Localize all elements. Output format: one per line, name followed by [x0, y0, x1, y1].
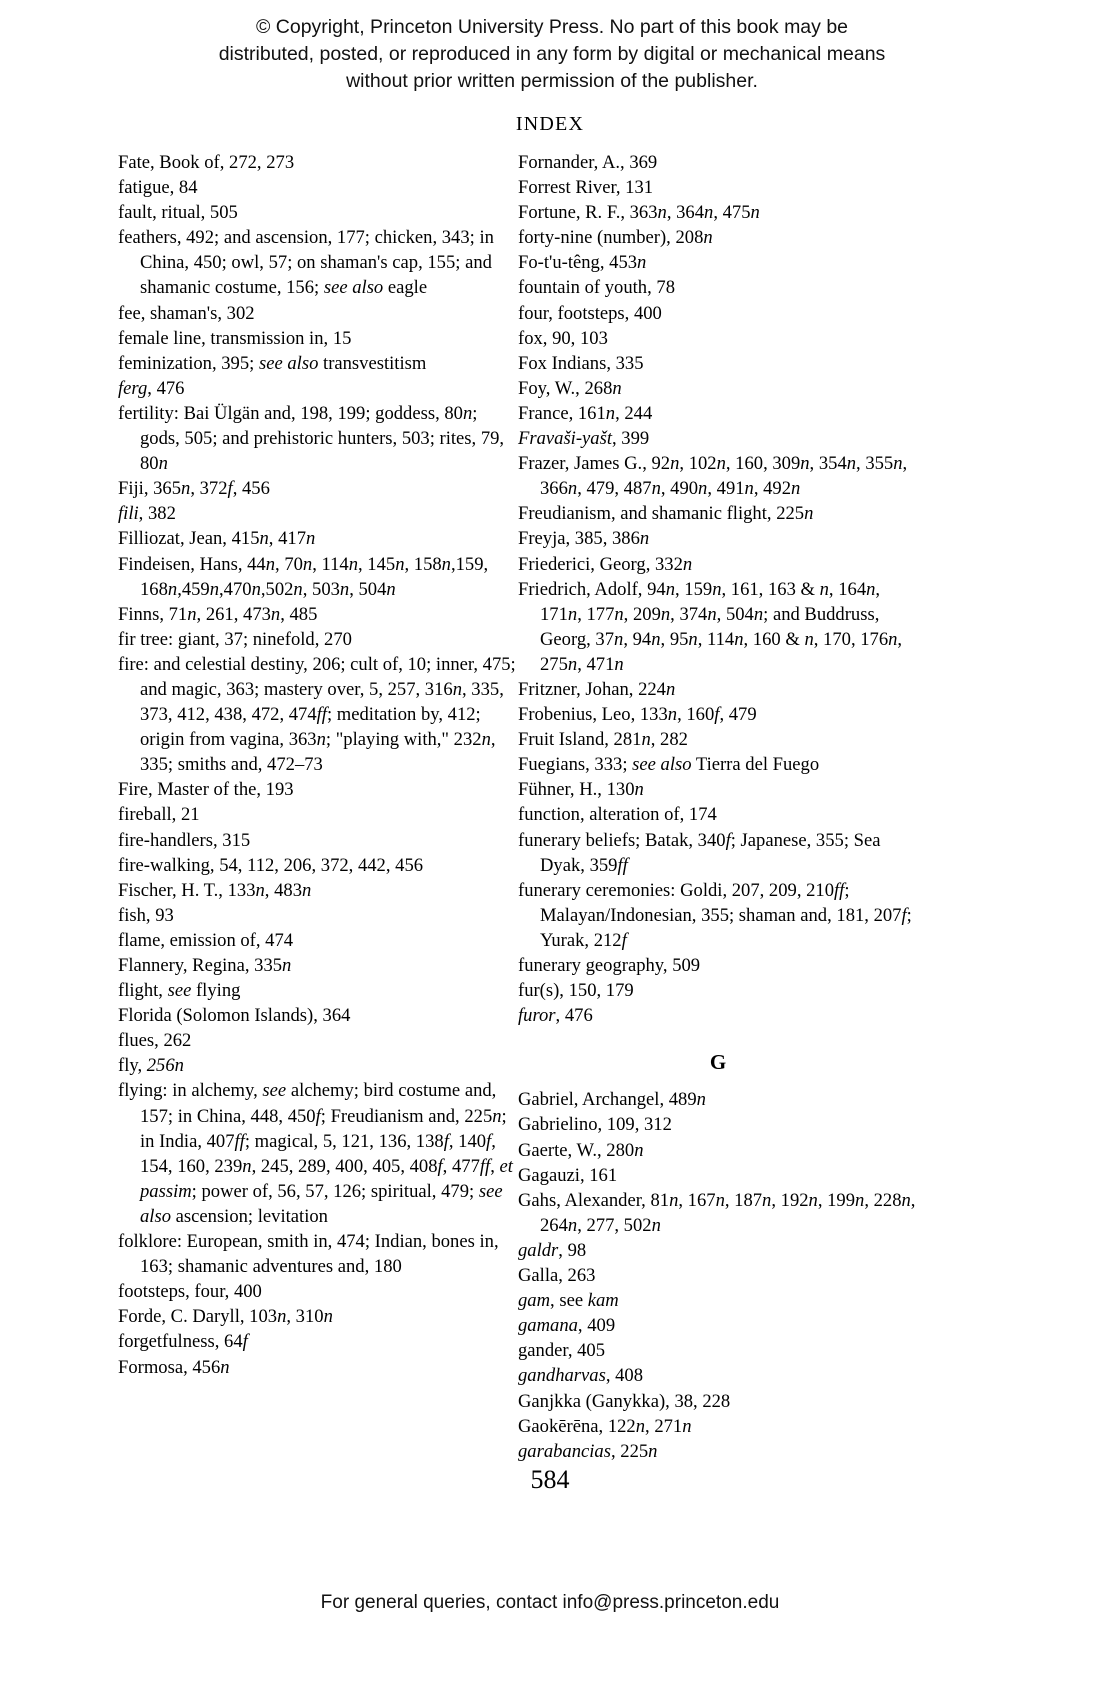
index-letter-heading: G	[709, 1050, 727, 1075]
index-entry: Gagauzi, 161	[518, 1164, 618, 1186]
index-entry: Gahs, Alexander, 81n, 167n, 187n, 192n, 199n, 228n, 264n, 277, 502n	[518, 1189, 916, 1236]
index-entry: Forde, C. Daryll, 103n, 310n	[118, 1306, 333, 1328]
index-entry: Forrest River, 131	[518, 177, 654, 199]
index-entry: Finns, 71n, 261, 473n, 485	[118, 603, 318, 625]
index-entry: Galla, 263	[518, 1265, 596, 1287]
index-entry: fire-handlers, 315	[118, 829, 251, 851]
index-entry: France, 161n, 244	[518, 402, 653, 424]
index-entry: fireball, 21	[118, 804, 200, 826]
index-entry: Fritzner, Johan, 224n	[518, 678, 676, 700]
index-entry: Foy, W., 268n	[518, 377, 622, 399]
index-entry: furor, 476	[518, 1005, 593, 1027]
page-title: INDEX	[515, 113, 585, 135]
index-entry: Gaokērēna, 122n, 271n	[518, 1415, 692, 1437]
index-entry: Fox Indians, 335	[518, 352, 644, 374]
index-entry: flight, see flying	[118, 980, 241, 1002]
index-entry: galdr, 98	[518, 1239, 587, 1261]
page-number: 584	[530, 1465, 570, 1494]
index-entry: fault, ritual, 505	[118, 202, 238, 224]
index-entry: Ganjkka (Ganykka), 38, 228	[518, 1390, 731, 1412]
index-entry: flame, emission of, 474	[118, 929, 294, 951]
index-entry: fur(s), 150, 179	[518, 980, 634, 1002]
index-entry: funerary beliefs; Batak, 340f; Japanese, 355; Sea Dyak, 359ff	[518, 829, 881, 876]
index-columns	[0, 150, 1100, 1462]
index-column-right	[518, 150, 918, 1464]
index-entry: forgetfulness, 64f	[118, 1331, 248, 1353]
index-entry: feminization, 395; see also transvestitism	[118, 352, 427, 374]
index-column-left	[118, 150, 518, 1380]
index-entry: fatigue, 84	[118, 177, 198, 199]
index-entry: Fo-t'u-têng, 453n	[518, 252, 647, 274]
index-entry: flying: in alchemy, see alchemy; bird costume and, 157; in China, 448, 450f; Freudianism and, 225n; in India, 407ff; magical, 5, 121, 136, 138f, 140f, 154, 160, 239n, 245, 289, 400, 405, 408f, 477ff, et passim; power of, 56, 57, 126; spiritual, 479; see also ascension; levitation	[118, 1080, 513, 1227]
index-entry: Formosa, 456n	[118, 1356, 230, 1378]
index-entry: fili, 382	[118, 503, 176, 525]
index-entry: Gaerte, W., 280n	[518, 1139, 644, 1161]
index-entry: Fornander, A., 369	[518, 152, 658, 173]
index-entry: Gabriel, Archangel, 489n	[518, 1089, 706, 1111]
index-entry: garabancias, 225n	[518, 1440, 658, 1462]
index-entry: function, alteration of, 174	[518, 804, 717, 826]
copyright-notice: © Copyright, Princeton University Press. No part of this book may be distributed, posted, or reproduced in any form by digital or mechanical means without prior written permission of the publisher.	[218, 16, 886, 92]
index-entry: forty-nine (number), 208n	[518, 227, 713, 249]
index-entry: four, footsteps, 400	[518, 302, 662, 324]
index-entry: Freyja, 385, 386n	[518, 528, 650, 550]
index-entry: Friederici, Georg, 332n	[518, 553, 693, 575]
index-entry: Fuegians, 333; see also Tierra del Fuego	[518, 754, 820, 776]
index-entry: Freudianism, and shamanic flight, 225n	[518, 503, 814, 525]
index-entry: fox, 90, 103	[518, 327, 608, 349]
index-entry: Friedrich, Adolf, 94n, 159n, 161, 163 & n, 164n, 171n, 177n, 209n, 374n, 504n; and Buddruss, Georg, 37n, 94n, 95n, 114n, 160 & n, 170, 176n, 275n, 471n	[518, 578, 903, 675]
index-entry: Filliozat, Jean, 415n, 417n	[118, 528, 316, 550]
index-entry: footsteps, four, 400	[118, 1281, 262, 1303]
index-entry: Gabrielino, 109, 312	[518, 1114, 672, 1136]
index-entry: gamana, 409	[518, 1315, 616, 1337]
index-entry: fly, 256n	[118, 1055, 184, 1077]
index-entry: Frazer, James G., 92n, 102n, 160, 309n, 354n, 355n, 366n, 479, 487n, 490n, 491n, 492n	[518, 453, 908, 500]
index-entry: Fate, Book of, 272, 273	[118, 152, 295, 173]
index-entry: Fire, Master of the, 193	[118, 779, 294, 801]
index-entry: Fortune, R. F., 363n, 364n, 475n	[518, 202, 760, 224]
index-entry: feathers, 492; and ascension, 177; chicken, 343; in China, 450; owl, 57; on shaman's cap, 155; and shamanic costume, 156; see also eagle	[118, 227, 494, 299]
index-entry: flues, 262	[118, 1030, 192, 1052]
index-entry: Frobenius, Leo, 133n, 160f, 479	[518, 704, 757, 726]
index-entry: Fruit Island, 281n, 282	[518, 729, 688, 751]
index-entry: fee, shaman's, 302	[118, 302, 255, 324]
index-entry: fire: and celestial destiny, 206; cult of, 10; inner, 475; and magic, 363; mastery over, 5, 257, 316n, 335, 373, 412, 438, 472, 474ff; meditation by, 412; origin from vagina, 363n; "playing with," 232n, 335; smiths and, 472–73	[118, 653, 516, 776]
index-entry: fish, 93	[118, 904, 174, 926]
index-entry: fertility: Bai Ülgän and, 198, 199; goddess, 80n; gods, 505; and prehistoric hunters, 503; rites, 79, 80n	[118, 402, 505, 475]
index-entry: Fravaši-yašt, 399	[518, 428, 650, 450]
index-entry: gandharvas, 408	[518, 1365, 643, 1387]
index-entry: Fischer, H. T., 133n, 483n	[118, 879, 312, 901]
index-entry: Florida (Solomon Islands), 364	[118, 1005, 351, 1027]
index-entry: female line, transmission in, 15	[118, 327, 352, 349]
index-entry: Fiji, 365n, 372f, 456	[118, 478, 270, 500]
footer-contact: For general queries, contact info@press.princeton.edu	[320, 1592, 780, 1613]
index-entry: gander, 405	[518, 1340, 606, 1362]
index-entry: fir tree: giant, 37; ninefold, 270	[118, 628, 352, 650]
index-entry: gam, see kam	[518, 1290, 619, 1312]
index-entry: Flannery, Regina, 335n	[118, 955, 292, 976]
index-entry: folklore: European, smith in, 474; Indian, bones in, 163; shamanic adventures and, 180	[118, 1231, 499, 1278]
index-entry: fountain of youth, 78	[518, 277, 675, 299]
index-entry: Findeisen, Hans, 44n, 70n, 114n, 145n, 158n,159, 168n,459n,470n,502n, 503n, 504n	[118, 553, 489, 600]
index-entry: funerary geography, 509	[518, 955, 701, 976]
index-entry: fire-walking, 54, 112, 206, 372, 442, 456	[118, 854, 424, 876]
index-entry: funerary ceremonies: Goldi, 207, 209, 210ff; Malayan/Indonesian, 355; shaman and, 181, 207f; Yurak, 212f	[518, 879, 912, 951]
index-entry: ferg, 476	[118, 377, 185, 399]
index-entry: Fühner, H., 130n	[518, 779, 644, 801]
